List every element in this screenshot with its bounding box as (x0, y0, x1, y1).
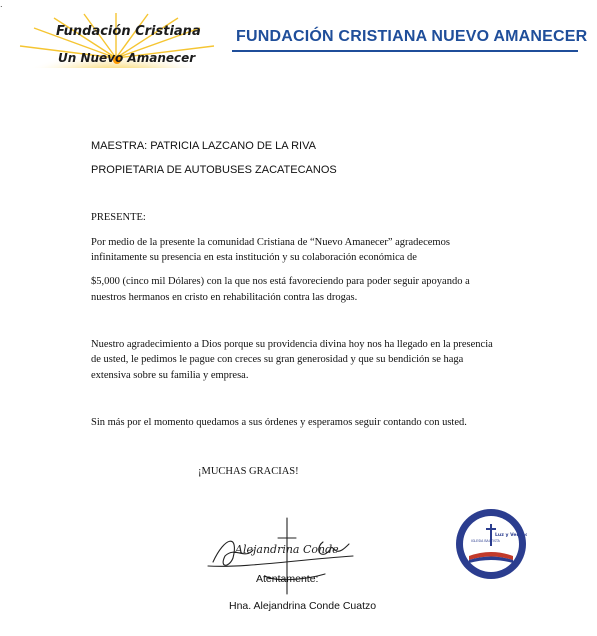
paragraph1-line4: nuestros hermanos en cristo en rehabilitación contra las drogas. (91, 292, 358, 303)
thanks-line: ¡MUCHAS GRACIAS! (198, 466, 299, 477)
recipient-name: MAESTRA: PATRICIA LAZCANO DE LA RIVA (91, 140, 316, 152)
svg-text:Luz y Verdad: Luz y Verdad (495, 533, 527, 538)
paragraph1-line3: $5,000 (cinco mil Dólares) con la que nos está favoreciendo para poder seguir apoyando a (91, 276, 470, 287)
closing-attentively: Atentamente: (256, 573, 319, 585)
svg-text:Alejandrina Conde: Alejandrina Conde (235, 543, 339, 556)
paragraph1-line1: Por medio de la presente la comunidad Cristiana de “Nuevo Amanecer” agradecemos (91, 237, 450, 248)
header-underline (232, 50, 578, 52)
logo-line2: Un Nuevo Amanecer (58, 51, 196, 65)
paragraph2-line2: de usted, le pedimos le pague con creces su gran generosidad y que su bendición se haga (91, 354, 464, 365)
signer-name: Hna. Alejandrina Conde Cuatzo (229, 600, 377, 612)
paragraph3: Sin más por el momento quedamos a sus órdenes y esperamos seguir contando con usted. (91, 417, 467, 428)
church-seal (455, 508, 527, 580)
paragraph2-line3: extensiva sobre su familia y empresa. (91, 370, 249, 381)
recipient-role: PROPIETARIA DE AUTOBUSES ZACATECANOS (91, 164, 337, 176)
paragraph2-line1: Nuestro agradecimiento a Dios porque su providencia divina hoy nos ha llegado en la presencia (91, 339, 493, 350)
paragraph1-line2: infinitamente su presencia en esta institución y su colaboración económica de (91, 252, 417, 263)
document-header-title: FUNDACIÓN CRISTIANA NUEVO AMANECER (236, 28, 588, 45)
greeting: PRESENTE: (91, 212, 146, 223)
corner-mark: . (0, 0, 3, 9)
logo-line1: Fundación Cristiana (56, 24, 201, 39)
svg-text:IGLESIA BAUTISTA: IGLESIA BAUTISTA (471, 539, 500, 543)
foundation-logo (14, 12, 224, 68)
